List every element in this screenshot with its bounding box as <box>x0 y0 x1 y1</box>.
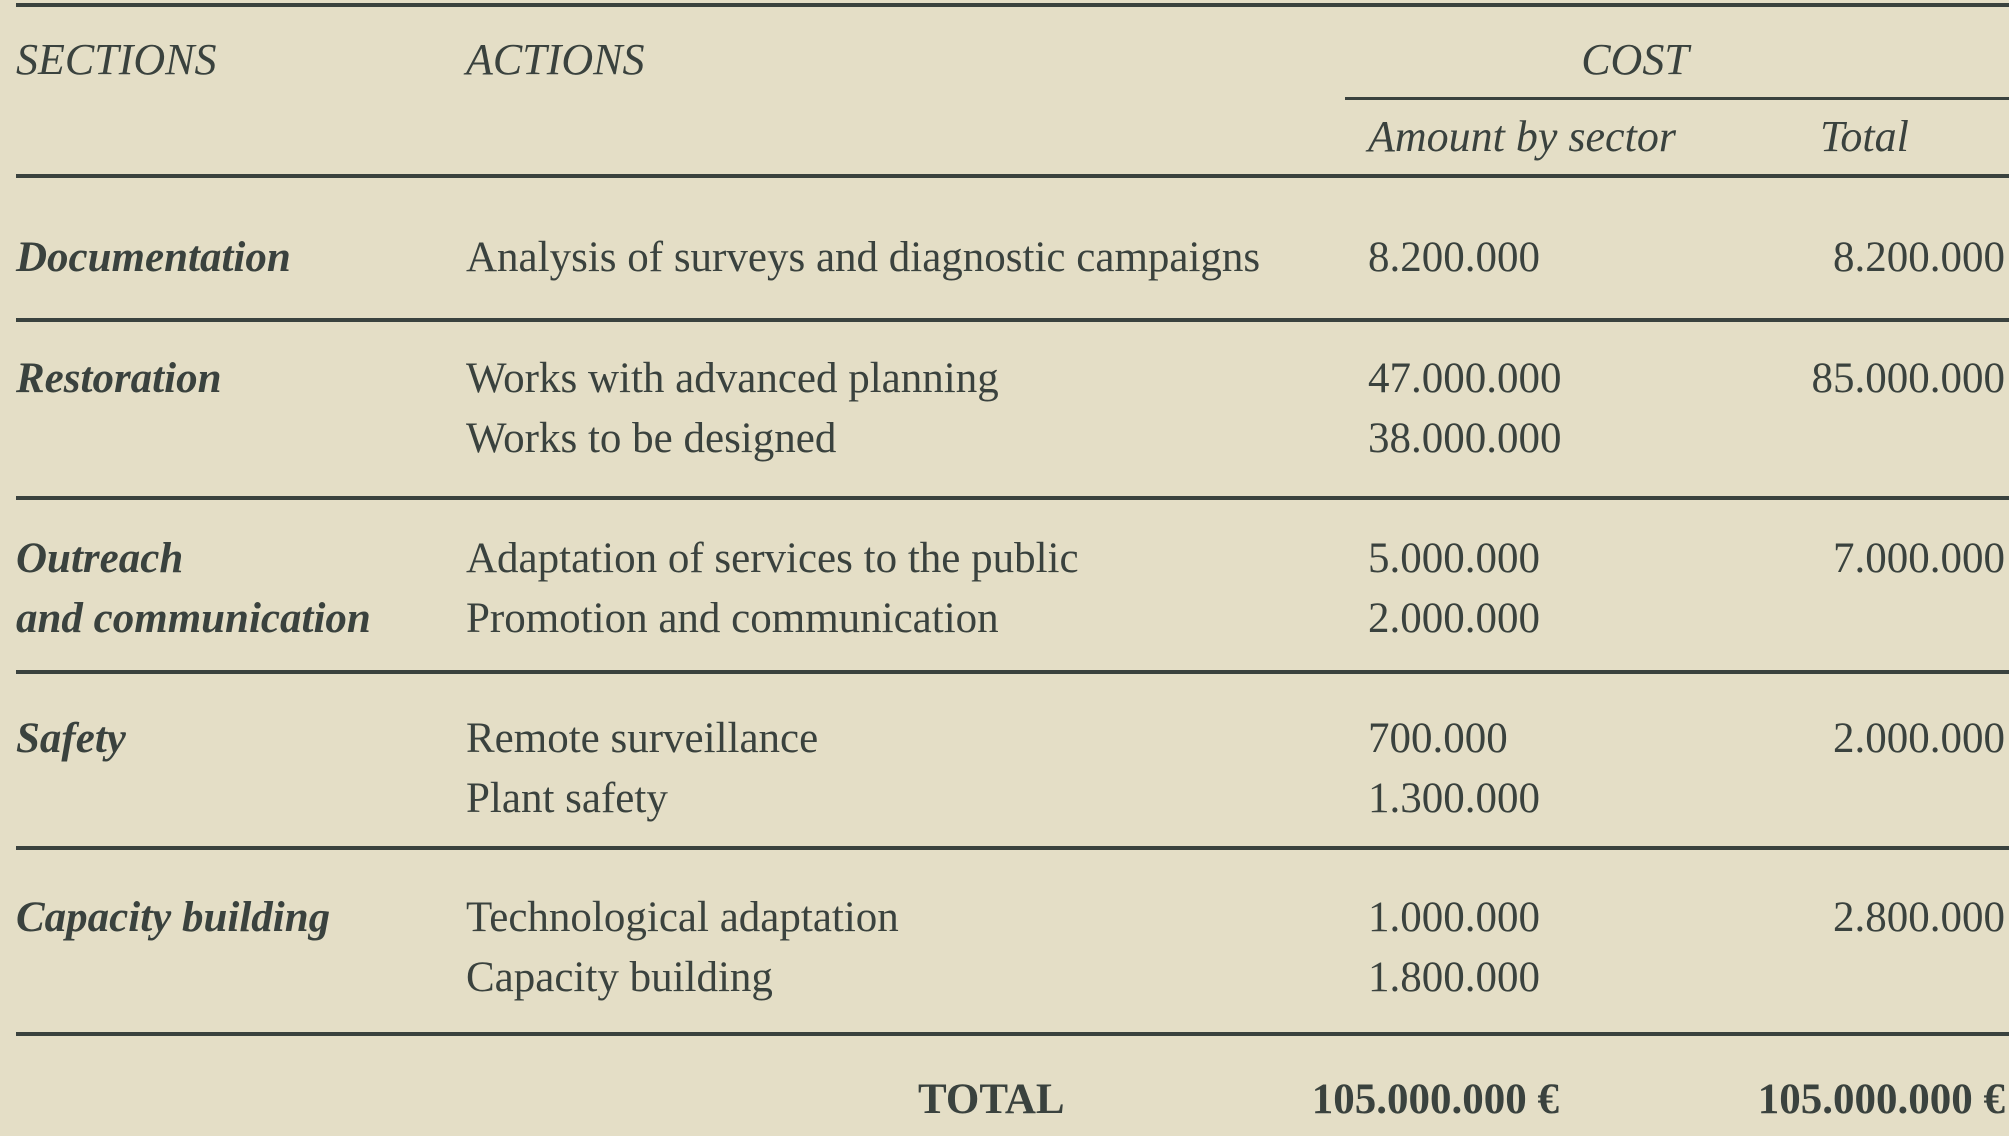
section-label: Restoration <box>16 355 222 402</box>
action-label: Plant safety <box>466 775 668 822</box>
section-total: 2.800.000 <box>1833 894 2005 941</box>
row-rule <box>16 846 2009 850</box>
amount-by-sector: 5.000.000 <box>1368 535 1540 582</box>
header-sections: SECTIONS <box>16 35 217 84</box>
section-label: Capacity building <box>16 894 331 941</box>
action-label: Adaptation of services to the public <box>466 535 1079 582</box>
header-total: Total <box>1820 112 1909 161</box>
section-total: 85.000.000 <box>1811 355 2005 402</box>
action-label: Works with advanced planning <box>466 355 999 402</box>
section-label: Outreach <box>16 535 184 582</box>
row-rule <box>16 1032 2009 1036</box>
cost-rule <box>1345 97 2009 100</box>
header-cost: COST <box>1581 35 1689 84</box>
action-label: Capacity building <box>466 954 773 1001</box>
row-rule <box>16 670 2009 674</box>
footer-total-label: TOTAL <box>918 1076 1065 1123</box>
section-total: 8.200.000 <box>1833 234 2005 281</box>
action-label: Promotion and communication <box>466 595 999 642</box>
action-label: Remote surveillance <box>466 715 819 762</box>
amount-by-sector: 8.200.000 <box>1368 234 1540 281</box>
amount-by-sector: 700.000 <box>1368 715 1508 762</box>
footer-grand-total: 105.000.000 € <box>1757 1076 2005 1123</box>
action-label: Works to be designed <box>466 415 837 462</box>
section-total: 2.000.000 <box>1833 715 2005 762</box>
section-total: 7.000.000 <box>1833 535 2005 582</box>
top-rule <box>16 3 2009 7</box>
amount-by-sector: 1.000.000 <box>1368 894 1540 941</box>
section-label: Safety <box>16 715 126 762</box>
row-rule <box>16 496 2009 500</box>
amount-by-sector: 1.800.000 <box>1368 954 1540 1001</box>
amount-by-sector: 38.000.000 <box>1368 415 1562 462</box>
footer-amount-total: 105.000.000 € <box>1311 1076 1559 1123</box>
action-label: Technological adaptation <box>466 894 899 941</box>
section-label: and communication <box>16 595 371 642</box>
header-rule <box>16 174 2009 178</box>
action-label: Analysis of surveys and diagnostic campaigns <box>466 234 1261 281</box>
amount-by-sector: 1.300.000 <box>1368 775 1540 822</box>
amount-by-sector: 47.000.000 <box>1368 355 1562 402</box>
row-rule <box>16 318 2009 322</box>
header-actions: ACTIONS <box>466 35 645 84</box>
header-amount-by-sector: Amount by sector <box>1368 112 1676 161</box>
section-label: Documentation <box>16 234 291 281</box>
amount-by-sector: 2.000.000 <box>1368 595 1540 642</box>
